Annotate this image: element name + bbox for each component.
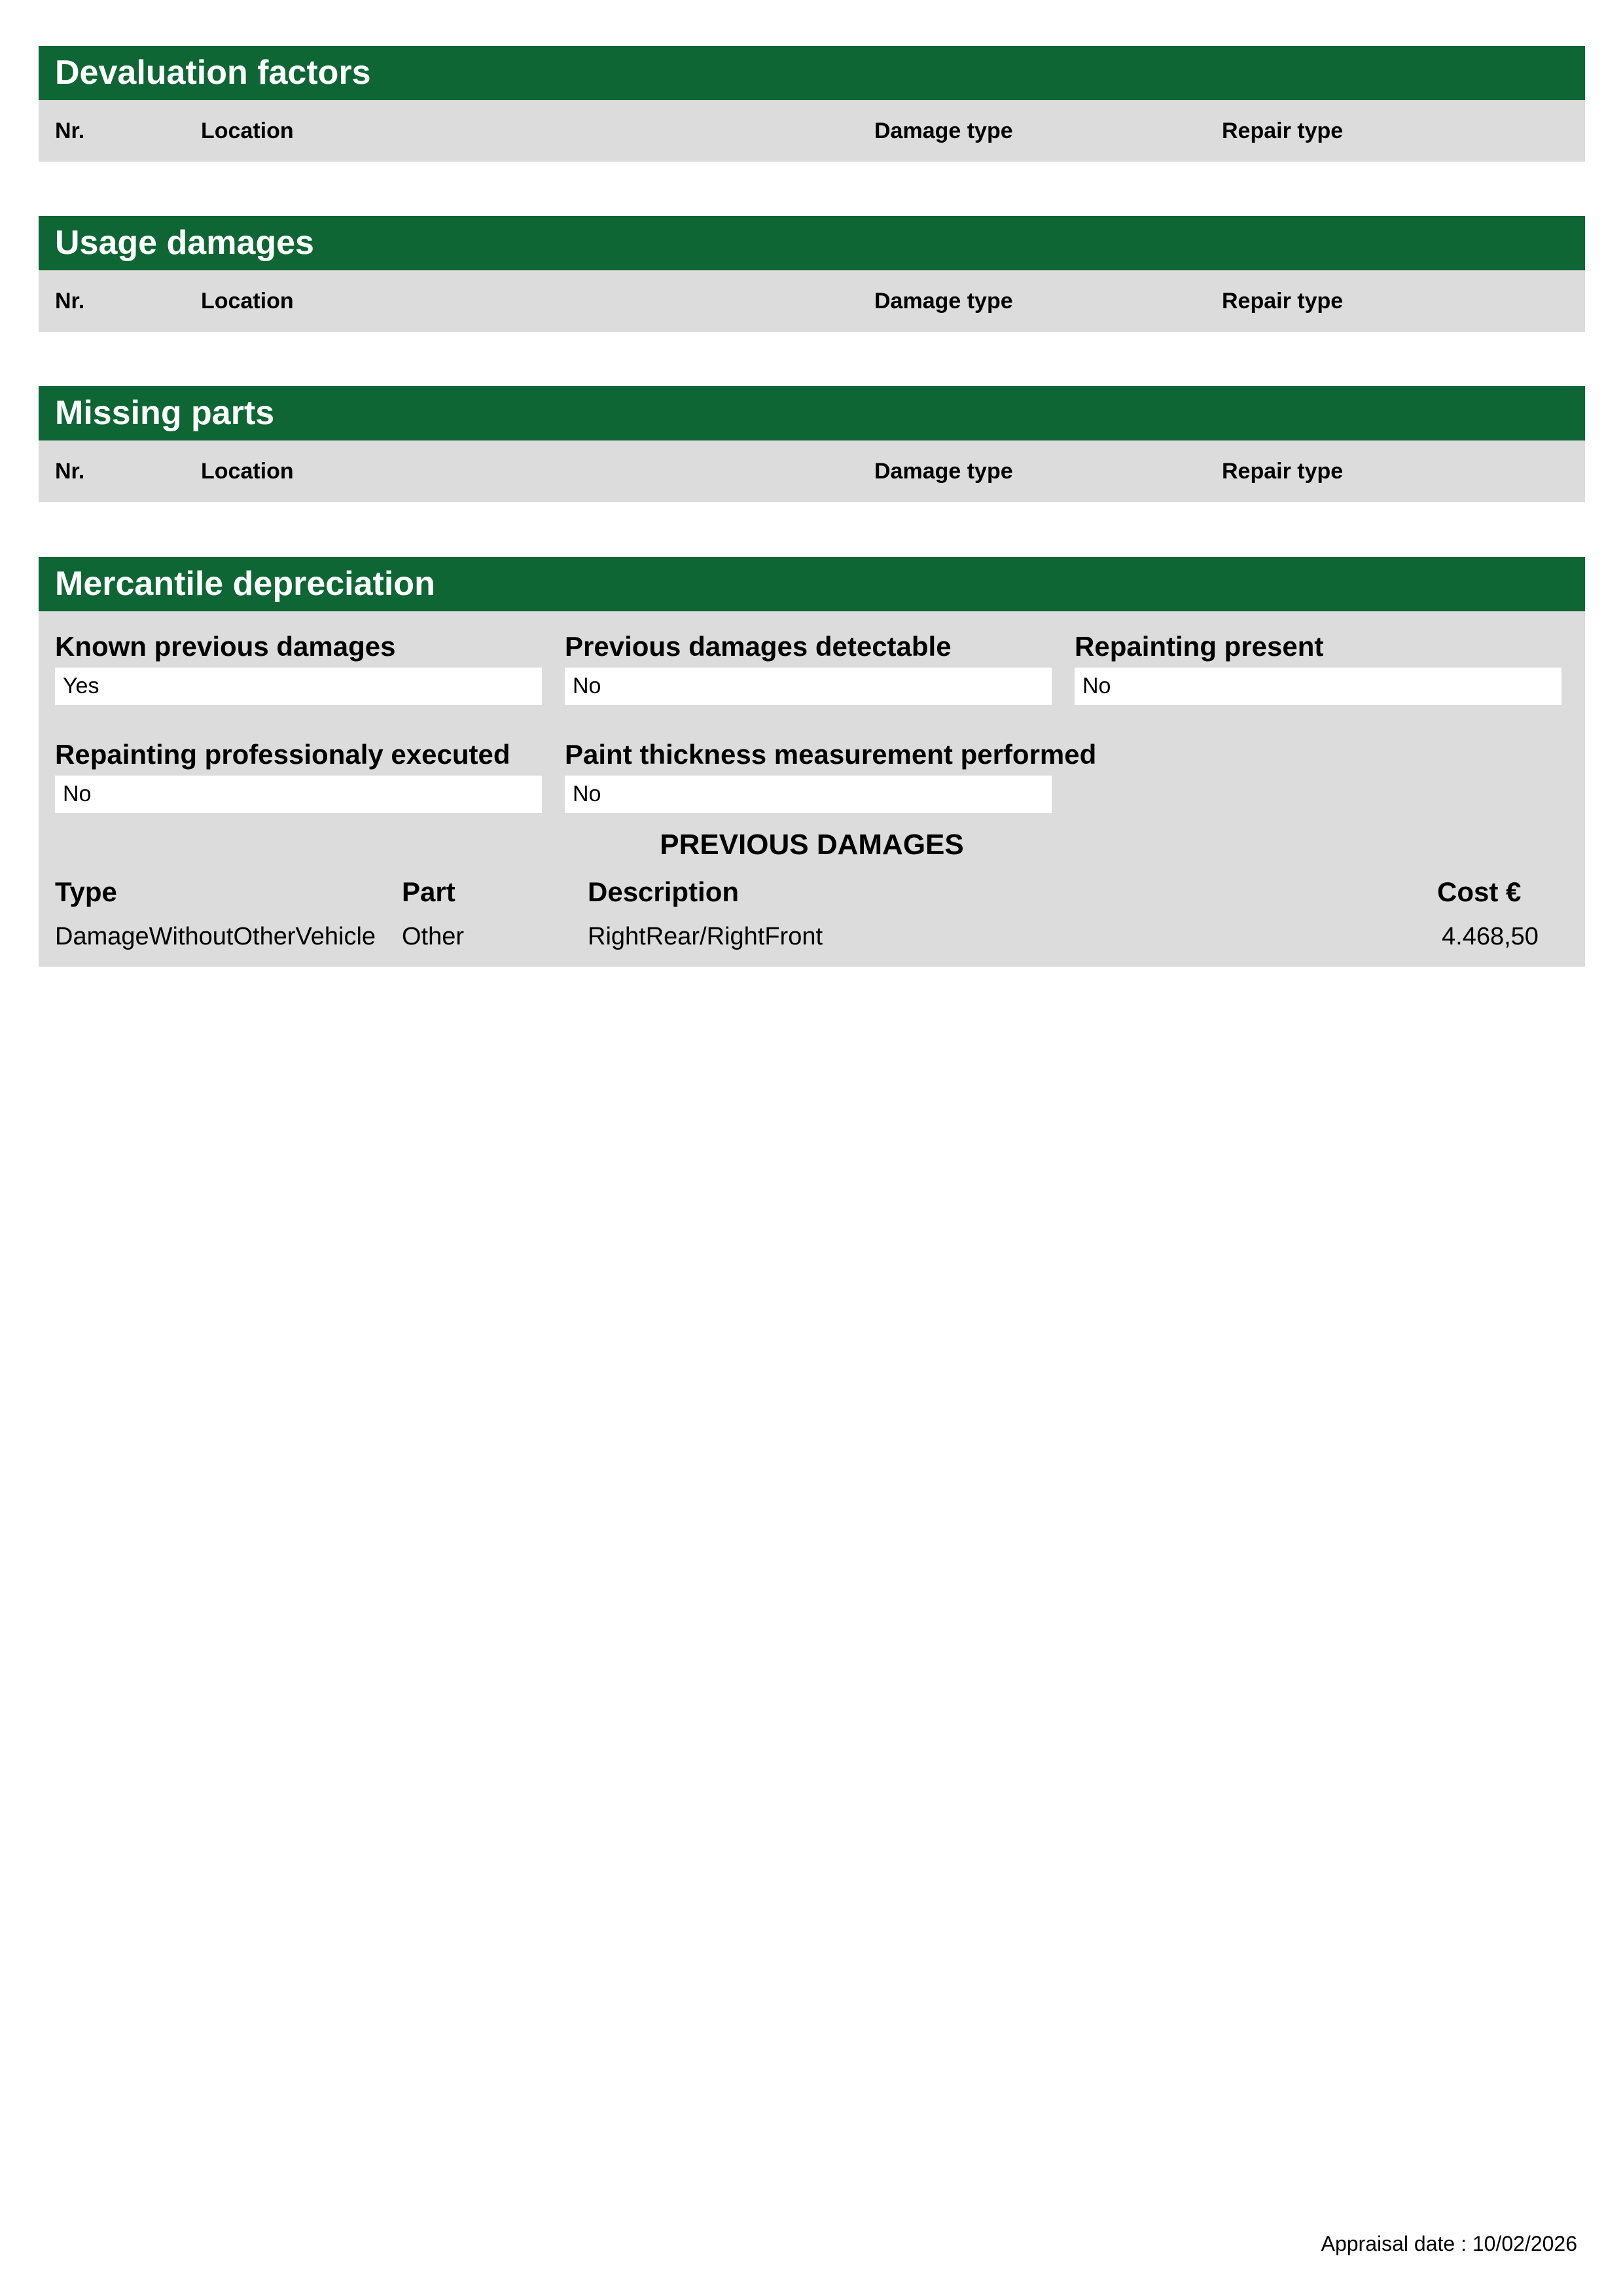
cell-type: DamageWithoutOtherVehicle (55, 923, 376, 950)
column-location: Location (201, 118, 294, 143)
column-type: Type (55, 876, 117, 907)
column-repair-type: Repair type (1222, 118, 1344, 143)
field-value: No (55, 776, 542, 813)
field-label: Repainting professionaly executed (55, 739, 510, 770)
column-location: Location (201, 459, 294, 484)
field-label: Paint thickness measurement performed (565, 739, 1097, 770)
cell-cost: 4.468,50 (1442, 923, 1539, 950)
table-header (39, 100, 1585, 162)
column-location: Location (201, 289, 294, 314)
column-damage-type: Damage type (874, 289, 1013, 314)
field-value: No (1075, 668, 1561, 705)
section-title: Usage damages (39, 216, 1585, 270)
column-repair-type: Repair type (1222, 459, 1344, 484)
missing-parts-section (39, 386, 1585, 502)
cell-part: Other (402, 923, 465, 950)
column-cost: Cost € (1437, 876, 1522, 907)
section-title: Mercantile depreciation (39, 557, 1585, 611)
cell-description: RightRear/RightFront (588, 923, 823, 950)
column-repair-type: Repair type (1222, 289, 1344, 314)
field-value: Yes (55, 668, 542, 705)
column-damage-type: Damage type (874, 459, 1013, 484)
field-value: No (565, 668, 1052, 705)
column-description: Description (588, 876, 740, 907)
column-nr: Nr. (55, 118, 85, 143)
column-nr: Nr. (55, 289, 85, 314)
table-header (39, 440, 1585, 502)
field-repainting-present (1075, 631, 1561, 705)
appraisal-date: Appraisal date : 10/02/2026 (1321, 2232, 1577, 2255)
section-title: Devaluation factors (39, 46, 1585, 100)
column-nr: Nr. (55, 459, 85, 484)
previous-damages-title: PREVIOUS DAMAGES (660, 829, 964, 861)
field-paint-thickness-measurement (565, 739, 1097, 813)
section-title: Missing parts (39, 386, 1585, 440)
field-previous-damages-detectable (565, 631, 1052, 705)
column-part: Part (402, 876, 455, 907)
field-label: Repainting present (1075, 631, 1324, 662)
usage-damages-section (39, 216, 1585, 332)
column-damage-type: Damage type (874, 118, 1013, 143)
field-known-previous-damages (55, 631, 542, 705)
field-label: Known previous damages (55, 631, 396, 662)
field-value: No (565, 776, 1052, 813)
mercantile-depreciation-section (39, 557, 1585, 967)
devaluation-factors-section (39, 46, 1585, 162)
field-label: Previous damages detectable (565, 631, 952, 662)
field-repainting-professionaly-executed (55, 739, 542, 813)
table-header (39, 270, 1585, 332)
